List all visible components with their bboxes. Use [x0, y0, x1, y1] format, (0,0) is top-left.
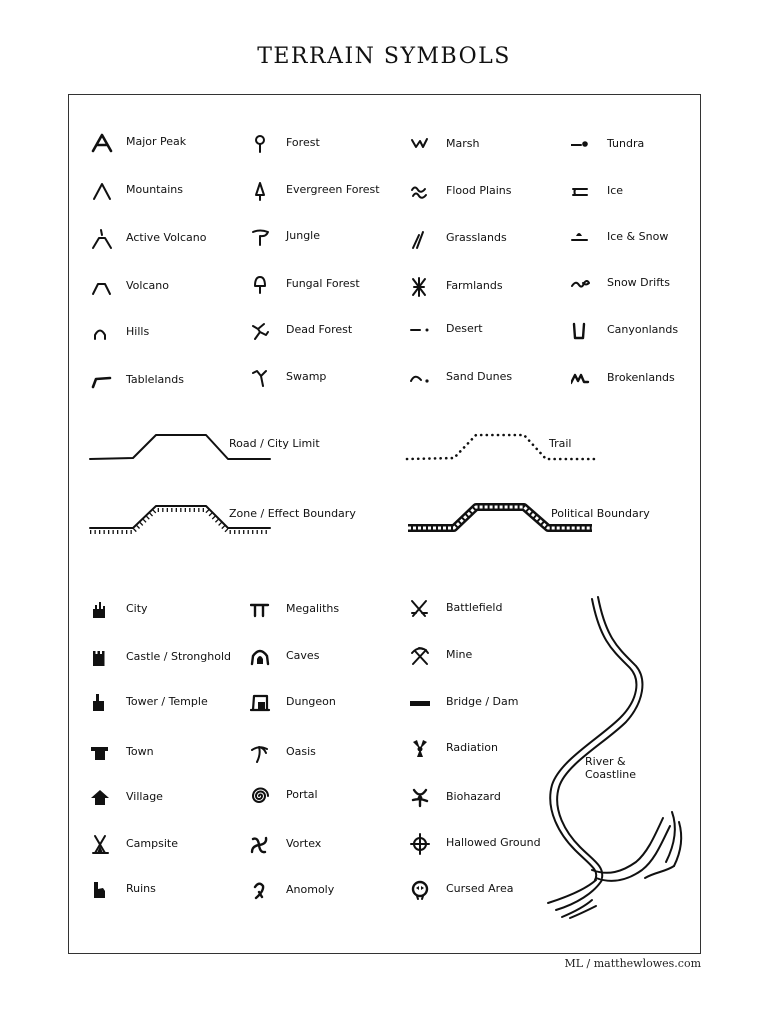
farmlands-icon	[410, 276, 436, 298]
legend-label: Biohazard	[446, 790, 501, 803]
swamp-icon	[250, 367, 276, 389]
river-label-line-1: River &	[585, 755, 626, 768]
legend-label: Town	[126, 745, 154, 758]
caves-icon	[250, 646, 276, 668]
tablelands-icon	[90, 370, 116, 392]
fungal-forest-icon	[250, 274, 276, 296]
forest-icon	[250, 133, 276, 155]
village-icon	[90, 787, 116, 809]
river-label-line-2: Coastline	[585, 768, 637, 781]
legend-label: Battlefield	[446, 601, 503, 614]
legend-label: Fungal Forest	[286, 277, 360, 290]
legend-label: Grasslands	[446, 231, 507, 244]
town-icon	[90, 742, 116, 764]
legend-label: Village	[126, 790, 163, 803]
page-title: TERRAIN SYMBOLS	[257, 44, 511, 69]
dungeon-icon	[250, 692, 276, 714]
legend-label: Farmlands	[446, 279, 503, 292]
ice-icon	[571, 181, 597, 203]
legend-label: Swamp	[286, 370, 327, 383]
portal-icon	[250, 785, 276, 807]
legend-label: Castle / Stronghold	[126, 650, 231, 663]
castle-icon	[90, 647, 116, 669]
city-icon	[90, 599, 116, 621]
ice-and-snow-icon	[571, 227, 597, 249]
legend-label: Hills	[126, 325, 150, 338]
ruins-icon	[90, 879, 116, 901]
anomaly-icon	[250, 880, 276, 902]
snow-drifts-icon	[571, 273, 597, 295]
legend-label: Desert	[446, 322, 483, 335]
legend-label: Radiation	[446, 741, 498, 754]
legend-label: Tundra	[607, 137, 645, 150]
jungle-icon	[250, 226, 276, 248]
oasis-icon	[250, 742, 276, 764]
legend-label: Active Volcano	[126, 231, 207, 244]
volcano-icon	[90, 276, 116, 298]
legend-label: Vortex	[286, 837, 322, 850]
legend-label: Ice	[607, 184, 624, 197]
dead-forest-icon	[250, 320, 276, 342]
legend-label: Mine	[446, 648, 473, 661]
tower-temple-icon	[90, 692, 116, 714]
cursed-area-icon	[410, 879, 436, 901]
bridge-dam-icon	[410, 692, 436, 714]
legend-label: Anomoly	[286, 883, 335, 896]
trail-line-label: Trail	[549, 437, 572, 450]
legend-label: Volcano	[126, 279, 169, 292]
mountains-icon	[90, 180, 116, 202]
battlefield-icon	[410, 598, 436, 620]
hills-icon	[90, 322, 116, 344]
legend-label: Cursed Area	[446, 882, 514, 895]
legend-label: Campsite	[126, 837, 178, 850]
legend-label: Canyonlands	[607, 323, 679, 336]
legend-label: Marsh	[446, 137, 480, 150]
marsh-icon	[410, 134, 436, 156]
legend-label: Mountains	[126, 183, 183, 196]
mine-icon	[410, 645, 436, 667]
legend-label: Evergreen Forest	[286, 183, 380, 196]
legend-label: Portal	[286, 788, 318, 801]
tundra-icon	[571, 134, 597, 156]
legend-label: Dungeon	[286, 695, 336, 708]
legend-label: City	[126, 602, 148, 615]
canyonlands-icon	[571, 320, 597, 342]
legend-label: Brokenlands	[607, 371, 675, 384]
legend-label: Snow Drifts	[607, 276, 670, 289]
legend-label: Major Peak	[126, 135, 187, 148]
megaliths-icon	[250, 599, 276, 621]
legend-label: Sand Dunes	[446, 370, 513, 383]
zone-boundary-label: Zone / Effect Boundary	[229, 507, 356, 520]
brokenlands-icon	[571, 368, 597, 390]
legend-label: Dead Forest	[286, 323, 353, 336]
legend-label: Tablelands	[126, 373, 184, 386]
flood-plains-icon	[410, 181, 436, 203]
hallowed-ground-icon	[410, 833, 436, 855]
campsite-icon	[90, 834, 116, 856]
evergreen-forest-icon	[250, 180, 276, 202]
major-peak-icon	[90, 132, 116, 154]
legend-label: Caves	[286, 649, 320, 662]
political-boundary-label: Political Boundary	[551, 507, 650, 520]
legend-label: Ruins	[126, 882, 156, 895]
legend-label: Oasis	[286, 745, 316, 758]
legend-label: Tower / Temple	[126, 695, 208, 708]
legend-label: Megaliths	[286, 602, 340, 615]
legend-label: Ice & Snow	[607, 230, 669, 243]
grasslands-icon	[410, 228, 436, 250]
desert-icon	[410, 319, 436, 341]
legend-label: Forest	[286, 136, 320, 149]
credit-text: ML / matthewlowes.com	[564, 957, 701, 970]
legend-label: Flood Plains	[446, 184, 512, 197]
legend-label: Bridge / Dam	[446, 695, 519, 708]
sand-dunes-icon	[410, 367, 436, 389]
active-volcano-icon	[90, 228, 116, 250]
vortex-icon	[250, 834, 276, 856]
legend-label: Hallowed Ground	[446, 836, 541, 849]
radiation-icon	[410, 738, 436, 760]
road-line-label: Road / City Limit	[229, 437, 320, 450]
legend-label: Jungle	[286, 229, 320, 242]
biohazard-icon	[410, 787, 436, 809]
